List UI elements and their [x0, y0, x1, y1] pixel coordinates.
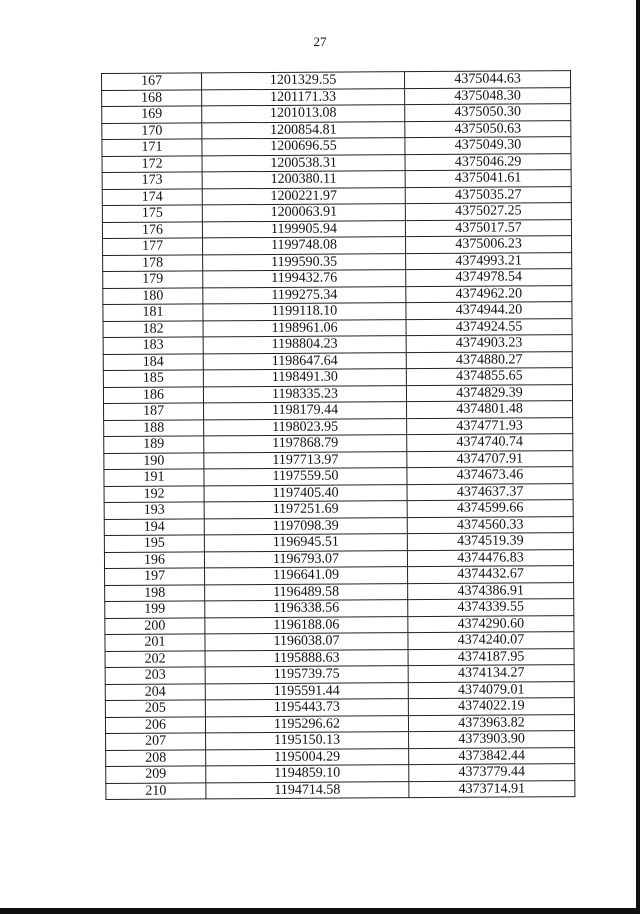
x-coordinate-cell: 1196945.51 [204, 534, 407, 552]
point-number-cell: 179 [103, 271, 203, 288]
y-coordinate-cell: 4375027.25 [405, 203, 571, 221]
point-number-cell: 208 [106, 749, 206, 766]
x-coordinate-cell: 1198335.23 [203, 385, 406, 403]
y-coordinate-cell: 4375041.61 [405, 170, 571, 188]
x-coordinate-cell: 1199275.34 [203, 286, 406, 304]
point-number-cell: 185 [103, 370, 203, 387]
x-coordinate-cell: 1198179.44 [204, 402, 407, 420]
point-number-cell: 167 [102, 73, 202, 90]
point-number-cell: 189 [104, 436, 204, 453]
y-coordinate-cell: 4374829.39 [406, 384, 572, 402]
x-coordinate-cell: 1198491.30 [203, 369, 406, 387]
page-number: 27 [313, 34, 327, 49]
point-number-cell: 197 [105, 568, 205, 585]
point-number-cell: 193 [104, 502, 204, 519]
point-number-cell: 184 [103, 353, 203, 370]
y-coordinate-cell: 4374386.91 [408, 582, 574, 600]
y-coordinate-cell: 4374560.33 [407, 516, 573, 534]
point-number-cell: 209 [106, 766, 206, 783]
point-number-cell: 177 [103, 238, 203, 255]
point-number-cell: 210 [106, 782, 206, 799]
y-coordinate-cell: 4375050.63 [405, 120, 571, 138]
coordinates-table-body [102, 71, 575, 800]
y-coordinate-cell: 4375017.57 [405, 219, 571, 237]
y-coordinate-cell: 4374022.19 [408, 698, 574, 716]
point-number-cell: 188 [104, 419, 204, 436]
point-number-cell: 183 [103, 337, 203, 354]
point-number-cell: 176 [102, 221, 202, 238]
point-number-cell: 192 [104, 485, 204, 502]
point-number-cell: 198 [105, 584, 205, 601]
y-coordinate-cell: 4374801.48 [407, 401, 573, 419]
y-coordinate-cell: 4374962.20 [406, 285, 572, 303]
point-number-cell: 200 [105, 617, 205, 634]
table-row [106, 780, 575, 799]
y-coordinate-cell: 4374339.55 [408, 599, 574, 617]
x-coordinate-cell: 1197405.40 [204, 484, 407, 502]
y-coordinate-cell: 4374924.55 [406, 318, 572, 336]
y-coordinate-cell: 4374290.60 [408, 615, 574, 633]
y-coordinate-cell: 4375046.29 [405, 153, 571, 171]
y-coordinate-cell: 4373903.90 [409, 731, 575, 749]
x-coordinate-cell: 1197559.50 [204, 468, 407, 486]
x-coordinate-cell: 1199590.35 [203, 253, 406, 271]
y-coordinate-cell: 4374855.65 [406, 368, 572, 386]
x-coordinate-cell: 1197713.97 [204, 451, 407, 469]
x-coordinate-cell: 1196793.07 [204, 550, 407, 568]
point-number-cell: 195 [104, 535, 204, 552]
point-number-cell: 204 [105, 683, 205, 700]
point-number-cell: 206 [105, 716, 205, 733]
x-coordinate-cell: 1199118.10 [203, 303, 406, 321]
y-coordinate-cell: 4374903.23 [406, 335, 572, 353]
x-coordinate-cell: 1200538.31 [202, 154, 405, 172]
x-coordinate-cell: 1195004.29 [206, 748, 409, 766]
x-coordinate-cell: 1198023.95 [204, 418, 407, 436]
x-coordinate-cell: 1196038.07 [205, 633, 408, 651]
y-coordinate-cell: 4375044.63 [404, 71, 570, 89]
x-coordinate-cell: 1196489.58 [205, 583, 408, 601]
x-coordinate-cell: 1199748.08 [203, 237, 406, 255]
y-coordinate-cell: 4374187.95 [408, 648, 574, 666]
x-coordinate-cell: 1197098.39 [204, 517, 407, 535]
point-number-cell: 175 [102, 205, 202, 222]
x-coordinate-cell: 1194859.10 [206, 765, 409, 783]
y-coordinate-cell: 4374944.20 [406, 302, 572, 320]
y-coordinate-cell: 4373842.44 [409, 747, 575, 765]
x-coordinate-cell: 1199432.76 [203, 270, 406, 288]
point-number-cell: 172 [102, 155, 202, 172]
x-coordinate-cell: 1198647.64 [203, 352, 406, 370]
x-coordinate-cell: 1195443.73 [205, 699, 408, 717]
x-coordinate-cell: 1195591.44 [205, 682, 408, 700]
x-coordinate-cell: 1194714.58 [206, 781, 409, 799]
coordinates-table [101, 70, 575, 800]
point-number-cell: 186 [103, 386, 203, 403]
y-coordinate-cell: 4374432.67 [408, 566, 574, 584]
x-coordinate-cell: 1200063.91 [202, 204, 405, 222]
x-coordinate-cell: 1196338.56 [205, 600, 408, 618]
y-coordinate-cell: 4374476.83 [407, 549, 573, 567]
y-coordinate-cell: 4374880.27 [406, 351, 572, 369]
y-coordinate-cell: 4373779.44 [409, 764, 575, 782]
point-number-cell: 190 [104, 452, 204, 469]
point-number-cell: 202 [105, 650, 205, 667]
y-coordinate-cell: 4374599.66 [407, 500, 573, 518]
y-coordinate-cell: 4374519.39 [407, 533, 573, 551]
y-coordinate-cell: 4374673.46 [407, 467, 573, 485]
x-coordinate-cell: 1201329.55 [202, 72, 405, 90]
point-number-cell: 182 [103, 320, 203, 337]
point-number-cell: 205 [105, 700, 205, 717]
x-coordinate-cell: 1199905.94 [202, 220, 405, 238]
point-number-cell: 191 [104, 469, 204, 486]
x-coordinate-cell: 1200854.81 [202, 121, 405, 139]
point-number-cell: 199 [105, 601, 205, 618]
y-coordinate-cell: 4374993.21 [406, 252, 572, 270]
x-coordinate-cell: 1195888.63 [205, 649, 408, 667]
point-number-cell: 207 [106, 733, 206, 750]
y-coordinate-cell: 4375035.27 [405, 186, 571, 204]
y-coordinate-cell: 4375050.30 [405, 104, 571, 122]
x-coordinate-cell: 1200380.11 [202, 171, 405, 189]
y-coordinate-cell: 4374079.01 [408, 681, 574, 699]
x-coordinate-cell: 1197251.69 [204, 501, 407, 519]
x-coordinate-cell: 1195739.75 [205, 666, 408, 684]
scan-edge-right [636, 0, 640, 914]
point-number-cell: 203 [105, 667, 205, 684]
y-coordinate-cell: 4374134.27 [408, 665, 574, 683]
x-coordinate-cell: 1197868.79 [204, 435, 407, 453]
x-coordinate-cell: 1198961.06 [203, 319, 406, 337]
x-coordinate-cell: 1201171.33 [202, 88, 405, 106]
point-number-cell: 171 [102, 139, 202, 156]
y-coordinate-cell: 4374771.93 [407, 417, 573, 435]
point-number-cell: 170 [102, 122, 202, 139]
point-number-cell: 168 [102, 89, 202, 106]
x-coordinate-cell: 1195296.62 [205, 715, 408, 733]
x-coordinate-cell: 1196641.09 [205, 567, 408, 585]
point-number-cell: 181 [103, 304, 203, 321]
point-number-cell: 196 [104, 551, 204, 568]
y-coordinate-cell: 4374707.91 [407, 450, 573, 468]
point-number-cell: 201 [105, 634, 205, 651]
y-coordinate-cell: 4374637.37 [407, 483, 573, 501]
point-number-cell: 169 [102, 106, 202, 123]
y-coordinate-cell: 4373714.91 [409, 780, 575, 798]
x-coordinate-cell: 1200696.55 [202, 138, 405, 156]
x-coordinate-cell: 1201013.08 [202, 105, 405, 123]
y-coordinate-cell: 4374240.07 [408, 632, 574, 650]
x-coordinate-cell: 1195150.13 [206, 732, 409, 750]
y-coordinate-cell: 4375048.30 [405, 87, 571, 105]
x-coordinate-cell: 1198804.23 [203, 336, 406, 354]
y-coordinate-cell: 4373963.82 [408, 714, 574, 732]
point-number-cell: 194 [104, 518, 204, 535]
point-number-cell: 187 [104, 403, 204, 420]
point-number-cell: 174 [102, 188, 202, 205]
y-coordinate-cell: 4375049.30 [405, 137, 571, 155]
point-number-cell: 178 [103, 254, 203, 271]
scan-edge-bottom [0, 908, 640, 914]
point-number-cell: 173 [102, 172, 202, 189]
y-coordinate-cell: 4374740.74 [407, 434, 573, 452]
x-coordinate-cell: 1196188.06 [205, 616, 408, 634]
x-coordinate-cell: 1200221.97 [202, 187, 405, 205]
point-number-cell: 180 [103, 287, 203, 304]
y-coordinate-cell: 4374978.54 [406, 269, 572, 287]
y-coordinate-cell: 4375006.23 [406, 236, 572, 254]
